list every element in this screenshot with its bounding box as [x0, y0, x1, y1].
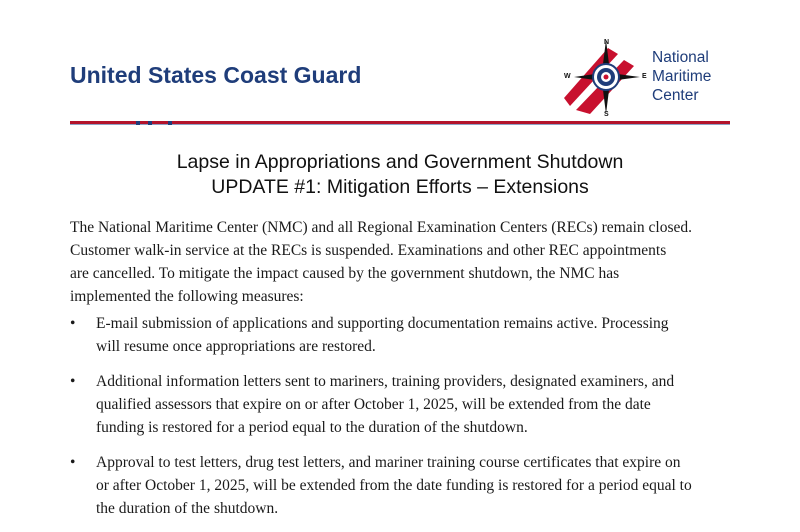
- list-item: [70, 451, 742, 520]
- heading-line-1: Lapse in Appropriations and Government Shutdown: [176, 151, 624, 173]
- intro-line: The National Maritime Center (NMC) and all Regional Examination Centers (RECs) remain closed.: [70, 219, 692, 236]
- bullet-line: will resume once appropriations are restored.: [96, 338, 376, 355]
- bullet-line: Approval to test letters, drug test letters, and mariner training course certificates that expire on: [96, 454, 681, 471]
- logo-wordmark: [652, 48, 711, 105]
- bullet-line: Additional information letters sent to mariners, training providers, designated examiners, and: [96, 373, 675, 390]
- compass-letter-e: E: [642, 73, 647, 80]
- bullet-line: or after October 1, 2025, will be extended from the date funding is restored for a period equal to: [96, 477, 692, 494]
- bullet-icon: •: [70, 454, 76, 471]
- bullet-icon: •: [70, 315, 76, 332]
- org-title: United States Coast Guard: [70, 62, 362, 88]
- bullet-line: funding is restored for a period equal to the duration of the shutdown.: [96, 419, 528, 436]
- bullet-line: E-mail submission of applications and supporting documentation remains active. Processing: [96, 315, 669, 332]
- compass-rose-logo-icon: [560, 36, 650, 118]
- compass-letter-n: N: [604, 39, 610, 46]
- bullet-line: qualified assessors that expire on or after October 1, 2025, will be extended from the date: [96, 396, 651, 413]
- intro-paragraph: [70, 216, 742, 308]
- intro-line: implemented the following measures:: [70, 288, 304, 305]
- logo-text-line-3: Center: [652, 87, 699, 104]
- list-item: [70, 312, 742, 358]
- logo-text-line-1: National: [652, 49, 709, 66]
- compass-letter-s: S: [604, 111, 609, 118]
- intro-line: are cancelled. To mitigate the impact caused by the government shutdown, the NMC has: [70, 265, 620, 282]
- logo-text-line-2: Maritime: [652, 68, 712, 85]
- intro-line: Customer walk-in service at the RECs is suspended. Examinations and other REC appointments: [70, 242, 667, 259]
- bullet-icon: •: [70, 373, 76, 390]
- document-heading: [0, 150, 800, 200]
- bullet-line: the duration of the shutdown.: [96, 500, 279, 517]
- list-item: [70, 370, 742, 439]
- measures-list: [70, 312, 742, 532]
- divider-accent-icon: [128, 119, 188, 127]
- compass-letter-w: W: [564, 73, 571, 80]
- heading-line-2: UPDATE #1: Mitigation Efforts – Extensions: [211, 176, 589, 198]
